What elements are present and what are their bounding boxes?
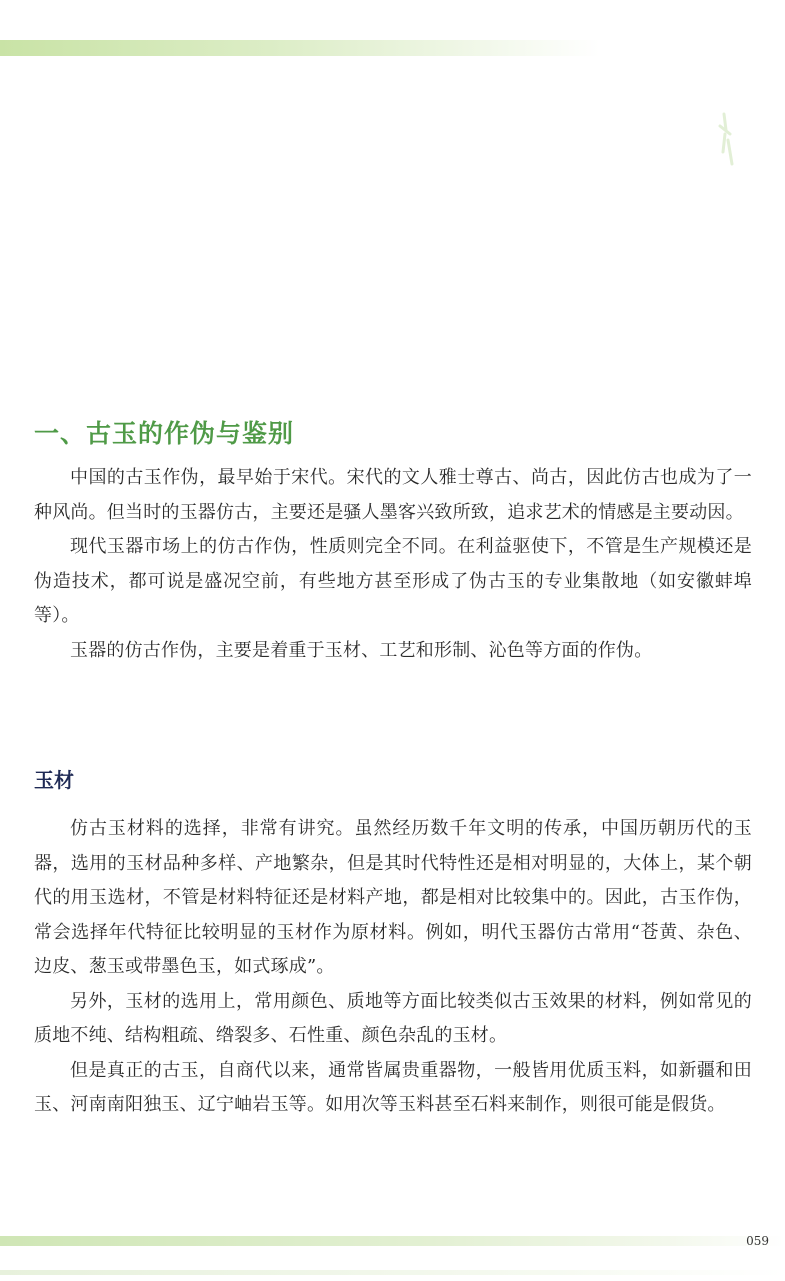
section-body [34,461,752,668]
bottom-decorative-rule [0,1236,785,1246]
paragraph: 现代玉器市场上的仿古作伪，性质则完全不同。在利益驱使下，不管是生产规模还是伪造技术，都可说是盛况空前，有些地方甚至形成了伪古玉的专业集散地（如安徽蚌埠等）。 [34,536,752,626]
page-number: 059 [746,1234,769,1248]
section-heading: 一、古玉的作伪与鉴别 [34,419,295,448]
subsection-heading: 玉材 [34,768,74,792]
subsection-body [34,812,752,1123]
paragraph: 玉器的仿古作伪，主要是着重于玉材、工艺和形制、沁色等方面的作伪。 [70,639,653,661]
bottom-decorative-rule-lower [0,1270,785,1275]
corner-decoration-icon [706,112,734,168]
paragraph: 但是真正的古玉，自商代以来，通常皆属贵重器物，一般皆用优质玉料，如新疆和田玉、河南南阳独玉、辽宁岫岩玉等。如用次等玉料甚至石料来制作，则很可能是假货。 [34,1059,752,1115]
top-decorative-band [0,40,600,56]
paragraph: 另外，玉材的选用上，常用颜色、质地等方面比较类似古玉效果的材料，例如常见的质地不纯、结构粗疏、绺裂多、石性重、颜色杂乱的玉材。 [34,990,752,1046]
paragraph: 仿古玉材料的选择，非常有讲究。虽然经历数千年文明的传承，中国历朝历代的玉器，选用的玉材品种多样、产地繁杂，但是其时代特性还是相对明显的，大体上，某个朝代的用玉选材，不管是材料特征还是材料产地，都是相对比较集中的。因此，古玉作伪，常会选择年代特征比较明显的玉材作为原材料。例如，明代玉器仿古常用“苍黄、杂色、边皮、葱玉或带墨色玉，如式琢成”。 [34,818,752,977]
paragraph: 中国的古玉作伪，最早始于宋代。宋代的文人雅士尊古、尚古，因此仿古也成为了一种风尚。但当时的玉器仿古，主要还是骚人墨客兴致所致，追求艺术的情感是主要动因。 [34,467,752,523]
